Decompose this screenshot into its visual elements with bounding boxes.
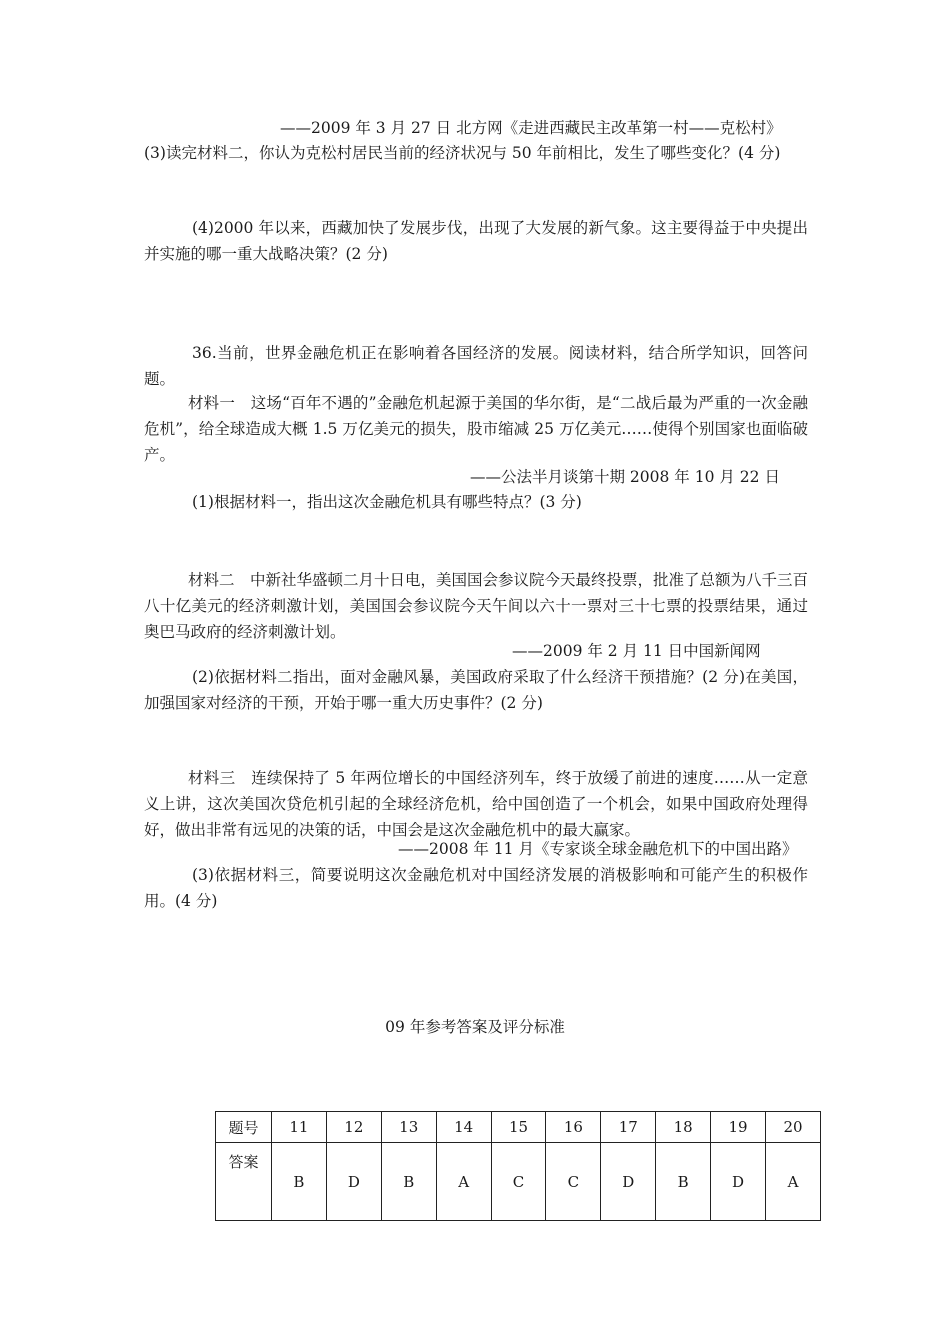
row-label-question: 题号 (216, 1112, 272, 1143)
answer-table (215, 1111, 821, 1221)
answer-cell: A (766, 1143, 821, 1221)
question-number: 20 (766, 1112, 821, 1143)
material-1-source: ——公法半月谈第十期 2008 年 10 月 22 日 (470, 468, 780, 486)
question-35-4: (4)2000 年以来，西藏加快了发展步伐，出现了大发展的新气象。这主要得益于中央提出并实施的哪一重大战略决策？(2 分) (144, 219, 808, 263)
question-number: 16 (546, 1112, 601, 1143)
material-1: 材料一 这场“百年不遇的”金融危机起源于美国的华尔街，是“二战后最为严重的一次金融危机”，给全球造成大概 1.5 万亿美元的损失，股市缩减 25 万亿美元……使得个别国家也面临破产。 (144, 394, 808, 464)
question-36-1: (1)根据材料一，指出这次金融危机具有哪些特点？(3 分) (192, 493, 582, 511)
question-36-2: (2)依据材料二指出，面对金融风暴，美国政府采取了什么经济干预措施？(2 分)在美国，加强国家对经济的干预，开始于哪一重大历史事件？(2 分) (144, 668, 808, 712)
question-number: 19 (711, 1112, 766, 1143)
answer-cell: C (546, 1143, 601, 1221)
question-number: 12 (326, 1112, 381, 1143)
row-label-answer: 答案 (216, 1143, 272, 1221)
answer-cell: D (601, 1143, 656, 1221)
material-3-source: ——2008 年 11 月《专家谈全球金融危机下的中国出路》 (398, 840, 798, 858)
answer-row (216, 1143, 821, 1221)
question-35-3: (3)读完材料二，你认为克松村居民当前的经济状况与 50 年前相比，发生了哪些变化？(4 分) (144, 144, 781, 162)
answer-cell: B (272, 1143, 327, 1221)
question-number: 15 (491, 1112, 546, 1143)
answer-cell: B (656, 1143, 711, 1221)
answer-cell: D (326, 1143, 381, 1221)
answer-cell: A (436, 1143, 491, 1221)
question-number: 17 (601, 1112, 656, 1143)
answer-cell: B (381, 1143, 436, 1221)
answer-cell: C (491, 1143, 546, 1221)
source-line-material2: ——2009 年 3 月 27 日 北方网《走进西藏民主改革第一村——克松村》 (280, 119, 782, 137)
material-2: 材料二 中新社华盛顿二月十日电，美国国会参议院今天最终投票，批准了总额为八千三百八十亿美元的经济刺激计划，美国国会参议院今天午间以六十一票对三十七票的投票结果，通过奥巴马政府的经济刺激计划。 (144, 571, 809, 641)
answer-cell: D (711, 1143, 766, 1221)
question-number: 18 (656, 1112, 711, 1143)
question-number-row (216, 1112, 821, 1143)
material-2-source: ——2009 年 2 月 11 日中国新闻网 (512, 642, 761, 660)
material-3: 材料三 连续保持了 5 年两位增长的中国经济列车，终于放缓了前进的速度……从一定意义上讲，这次美国次贷危机引起的全球经济危机，给中国创造了一个机会，如果中国政府处理得好，做出非常有远见的决策的话，中国会是这次金融危机中的最大赢家。 (144, 769, 808, 839)
answer-key-title: 09 年参考答案及评分标准 (385, 1018, 565, 1036)
question-number: 13 (381, 1112, 436, 1143)
question-36-3: (3)依据材料三，简要说明这次金融危机对中国经济发展的消极影响和可能产生的积极作用。(4 分) (144, 866, 808, 910)
question-number: 14 (436, 1112, 491, 1143)
question-36-intro: 36.当前，世界金融危机正在影响着各国经济的发展。阅读材料，结合所学知识，回答问题。 (144, 344, 808, 388)
question-number: 11 (272, 1112, 327, 1143)
